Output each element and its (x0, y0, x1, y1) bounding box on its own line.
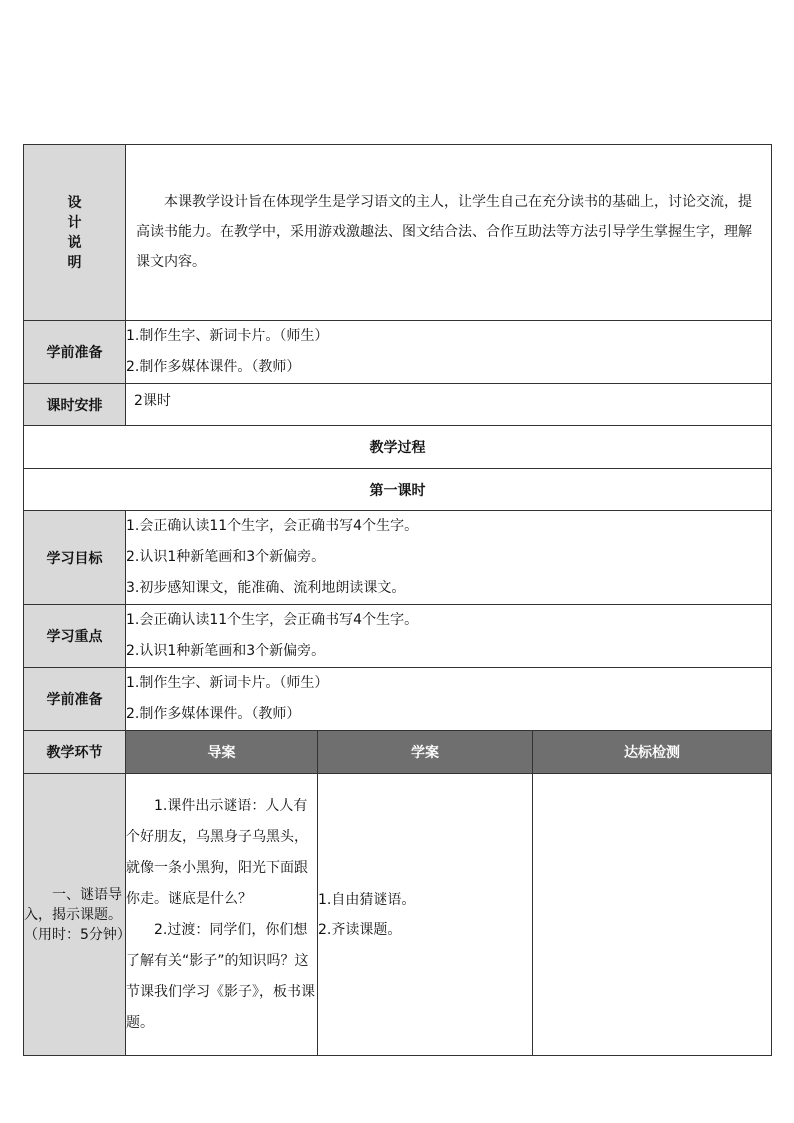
focus-item: 1.会正确认读11个生字，会正确书写4个生字。 (126, 612, 419, 628)
prep1-label: 学前准备 (24, 321, 126, 384)
header-stage: 教学环节 (24, 731, 126, 774)
row1 (24, 774, 772, 1056)
row1-guide (126, 774, 318, 1056)
design-text: 本课教学设计旨在体现学生是学习语文的主人，让学生自己在充分读书的基础上，讨论交流，提高读书能力。在教学中，采用游戏激趣法、图文结合法、合作互助法等方法引导学生掌握生字，理解课文内容。 (136, 194, 752, 270)
design-label-char: 明 (67, 254, 82, 271)
prep2-items (126, 668, 772, 731)
focus-items (126, 605, 772, 668)
design-label-char: 计 (67, 214, 82, 231)
lesson-title-row (24, 469, 772, 511)
goals-item: 1.会正确认读11个生字，会正确书写4个生字。 (126, 518, 419, 534)
process-title-row (24, 426, 772, 469)
lesson-plan-table (23, 144, 772, 1056)
focus-row (24, 605, 772, 668)
header-guide: 导案 (126, 731, 318, 774)
prep1-items (126, 321, 772, 384)
goals-item: 2.认识1种新笔画和3个新偏旁。 (126, 549, 326, 565)
schedule-value-cell (126, 384, 772, 426)
focus-item: 2.认识1种新笔画和3个新偏旁。 (126, 643, 326, 659)
process-title: 教学过程 (24, 426, 772, 469)
design-label-char: 说 (67, 234, 82, 251)
goals-item: 3.初步感知课文，能准确、流利地朗读课文。 (126, 580, 406, 596)
lesson-title: 第一课时 (24, 469, 772, 511)
row1-study (318, 774, 533, 1056)
prep1-item: 1.制作生字、新词卡片。（师生） (126, 328, 329, 344)
row1-stage-title: 一、谜语导入，揭示课题。 (24, 886, 122, 923)
design-row (24, 145, 772, 321)
design-label-char: 设 (67, 194, 82, 211)
focus-label: 学习重点 (24, 605, 126, 668)
row1-study-item: 2.齐读课题。 (318, 921, 402, 938)
design-label (24, 145, 126, 321)
row1-stage-time: （用时：5分钟） (24, 926, 131, 943)
header-check: 达标检测 (533, 731, 772, 774)
prep2-item: 2.制作多媒体课件。（教师） (126, 706, 301, 722)
goals-label: 学习目标 (24, 511, 126, 605)
schedule-label: 课时安排 (24, 384, 126, 426)
goals-row (24, 511, 772, 605)
goals-items (126, 511, 772, 605)
design-text-cell (126, 145, 772, 321)
schedule-row (24, 384, 772, 426)
prep2-label: 学前准备 (24, 668, 126, 731)
prep1-row (24, 321, 772, 384)
prep2-item: 1.制作生字、新词卡片。（师生） (126, 675, 329, 691)
header-study: 学案 (318, 731, 533, 774)
header-row (24, 731, 772, 774)
row1-study-item: 1.自由猜谜语。 (318, 891, 416, 908)
schedule-value: 2课时 (134, 393, 171, 409)
row1-guide-para: 1.课件出示谜语：人人有个好朋友，乌黑身子乌黑头，就像一条小黑狗，阳光下面跟你走。谜底是什么？ (126, 797, 308, 907)
row1-guide-para: 2.过渡：同学们，你们想了解有关“影子”的知识吗？这节课我们学习《影子》，板书课题。 (126, 921, 315, 1031)
prep1-item: 2.制作多媒体课件。（教师） (126, 359, 301, 375)
prep2-row (24, 668, 772, 731)
row1-stage (24, 774, 131, 1056)
row1-check (533, 774, 772, 1056)
